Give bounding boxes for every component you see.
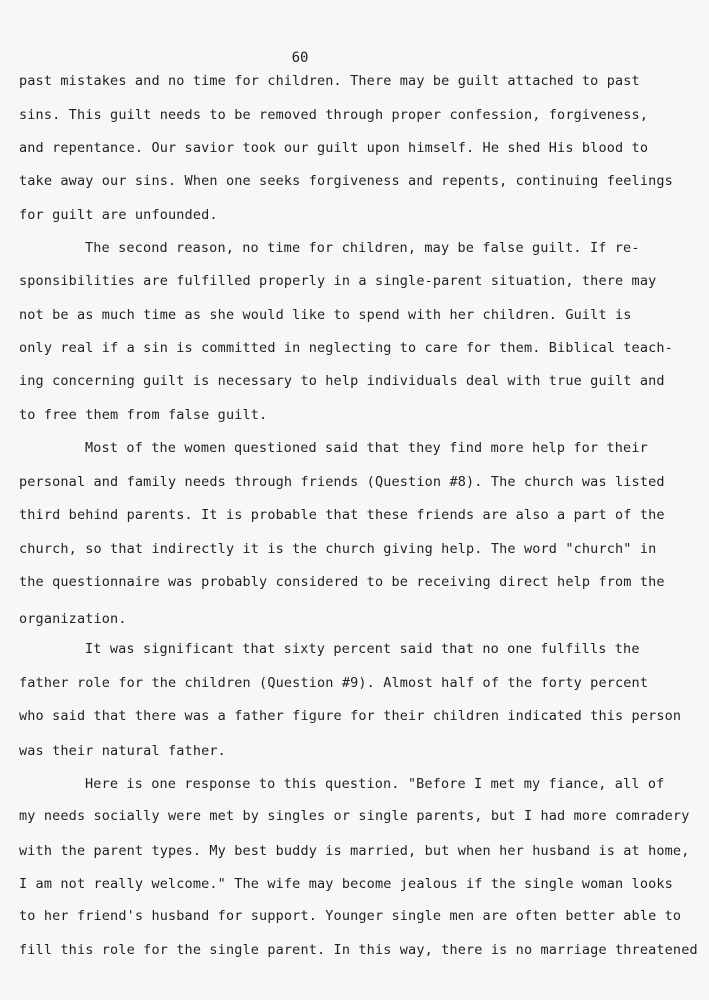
paragraph-first-line: The second reason, no time for children, may be false guilt. If re- xyxy=(85,240,640,256)
text-line: past mistakes and no time for children. There may be guilt attached to past xyxy=(19,73,640,89)
paragraph-first-line: Most of the women questioned said that they find more help for their xyxy=(85,440,648,456)
text-line: sins. This guilt needs to be removed through proper confession, forgiveness, xyxy=(19,107,649,123)
text-line: take away our sins. When one seeks forgiveness and repents, continuing feelings xyxy=(19,173,673,189)
text-line: I am not really welcome." The wife may become jealous if the single woman looks xyxy=(19,876,673,892)
text-line: was their natural father. xyxy=(19,743,226,759)
text-line: to free them from false guilt. xyxy=(19,407,268,423)
text-line: father role for the children (Question #9). Almost half of the forty percent xyxy=(19,675,649,691)
text-line: for guilt are unfounded. xyxy=(19,207,218,223)
text-line: who said that there was a father figure for their children indicated this person xyxy=(19,708,682,724)
text-line: only real if a sin is committed in neglecting to care for them. Biblical teach- xyxy=(19,340,673,356)
text-line: with the parent types. My best buddy is married, but when her husband is at home, xyxy=(19,843,690,859)
text-line: and repentance. Our savior took our guilt upon himself. He shed His blood to xyxy=(19,140,649,156)
text-line: to her friend's husband for support. Younger single men are often better able to xyxy=(19,908,682,924)
page-number: 60 xyxy=(291,50,309,66)
text-line: sponsibilities are fulfilled properly in a single-parent situation, there may xyxy=(19,273,657,289)
text-line: my needs socially were met by singles or single parents, but I had more comradery xyxy=(19,808,690,824)
text-line: third behind parents. It is probable that these friends are also a part of the xyxy=(19,507,665,523)
text-line: church, so that indirectly it is the church giving help. The word "church" in xyxy=(19,541,657,557)
paragraph-first-line: Here is one response to this question. "Before I met my fiance, all of xyxy=(85,776,665,792)
text-line: organization. xyxy=(19,611,127,627)
text-line: personal and family needs through friends (Question #8). The church was listed xyxy=(19,474,665,490)
text-line: not be as much time as she would like to spend with her children. Guilt is xyxy=(19,307,632,323)
text-line: ing concerning guilt is necessary to help individuals deal with true guilt and xyxy=(19,373,665,389)
text-line: the questionnaire was probably considered to be receiving direct help from the xyxy=(19,574,665,590)
paragraph-first-line: It was significant that sixty percent said that no one fulfills the xyxy=(85,641,640,657)
text-line: fill this role for the single parent. In this way, there is no marriage threatened xyxy=(19,942,698,958)
